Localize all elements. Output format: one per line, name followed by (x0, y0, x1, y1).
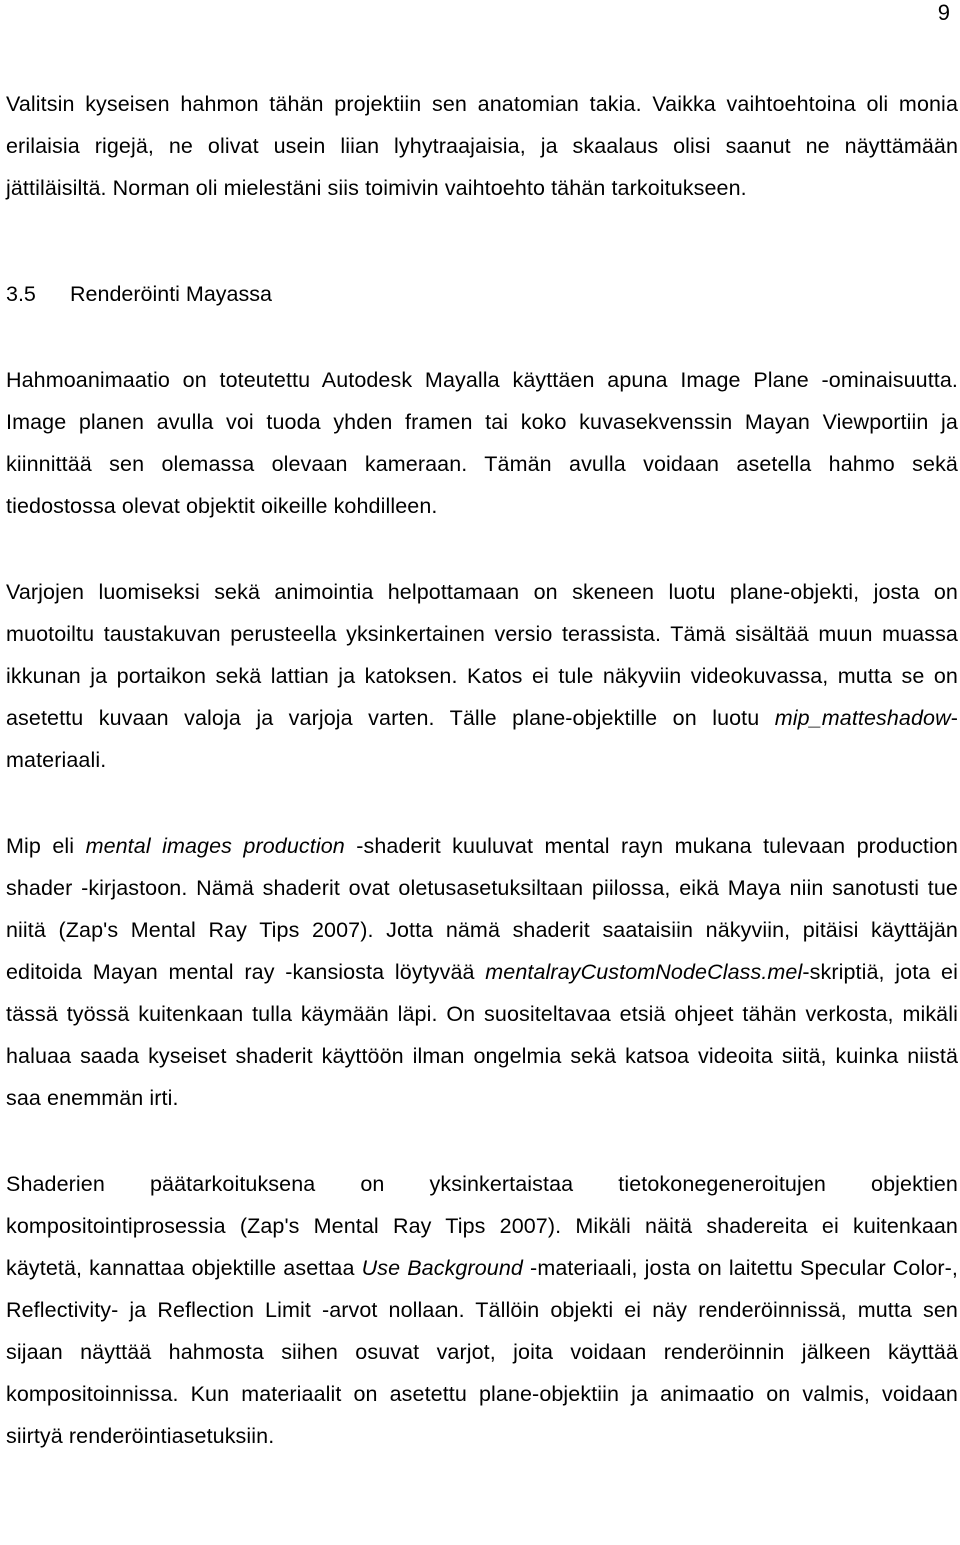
section-title: Renderöinti Mayassa (70, 282, 272, 306)
paragraph-image-plane: Hahmoanimaatio on toteutettu Autodesk Mayalla käyttäen apuna Image Plane -ominaisuutta. Image planen avulla voi tuoda yhden framen tai koko kuvasekvenssin Mayan Viewportiin ja kiinnittää sen olemassa olevaan kameraan. Tämän avulla voidaan asetella hahmo sekä tiedostossa olevat objektit oikeille kohdilleen. (6, 368, 958, 518)
text-run: -shaderit kuuluvat mental rayn mukana tulevaan production shader -kirjastoon. Nämä shaderit ovat oletusasetuksiltaan piilossa, eikä Maya niin sanotusti tue niitä (Zap's Mental Ray Tips 2007). Jotta nämä shaderit saataisiin näkyviin, pitäisi käyttäjän editoida Mayan mental ray -kansiosta löytyvää (6, 834, 958, 984)
paragraph-plane-object (6, 571, 958, 781)
italic-term: mentalrayCustomNodeClass.mel (485, 960, 803, 984)
text-run: Mip eli (6, 834, 86, 858)
paragraph-character-choice: Valitsin kyseisen hahmon tähän projektiin sen anatomian takia. Vaikka vaihtoehtoina oli monia erilaisia rigejä, ne olivat usein liian lyhytraajaisia, ja skaalaus olisi saanut ne näyttämään jättiläisiltä. Norman oli mielestäni siis toimivin vaihtoehto tähän tarkoitukseen. (6, 92, 958, 200)
text-run: Shaderien päätarkoituksena on yksinkertaistaa tietokonegeneroitujen objektien kompositointiprosessia (Zap's Mental Ray Tips 2007). Mikäli näitä shadereita ei kuitenkaan käytetä, kannattaa objektille asettaa (6, 1172, 958, 1280)
spacer (6, 209, 958, 273)
spacer (6, 315, 958, 359)
spacer (6, 781, 958, 825)
italic-term: Use Background (361, 1256, 523, 1280)
text-run: -materiaali. (6, 706, 958, 772)
section-heading (6, 273, 958, 315)
paragraph-shader-purpose (6, 1163, 958, 1457)
text-run: Varjojen luomiseksi sekä animointia helpottamaan on skeneen luotu plane-objekti, josta on muotoiltu taustakuvan perusteella yksinkertainen versio terassista. Tämä sisältää muun muassa ikkunan ja portaikon sekä lattian ja katoksen. Katos ei tule näkyviin videokuvassa, mutta se on asetettu kuvaan valoja ja varjoja varten. Tälle plane-objektille on luotu (6, 580, 958, 730)
section-number: 3.5 (6, 282, 36, 306)
italic-term: mental images production (85, 834, 345, 858)
document-body (6, 83, 958, 1457)
page-number: 9 (937, 0, 950, 25)
italic-term: mip_matteshadow (774, 706, 951, 730)
text-run: -materiaali, josta on laitettu Specular Color-, Reflectivity- ja Reflection Limit -arvot nollaan. Tällöin objekti ei näy renderöinnissä, mutta sen sijaan näyttää hahmosta siihen osuvat varjot, joita voidaan renderöinnin jälkeen käyttää kompositoinnissa. Kun materiaalit on asetettu plane-objektiin ja animaatio on valmis, voidaan siirtyä renderöintiasetuksiin. (6, 1256, 958, 1448)
text-run: -skriptiä, jota ei tässä työssä kuitenkaan tulla käymään läpi. On suositeltavaa etsiä ohjeet tähän verkosta, mikäli haluaa saada kyseiset shaderit käyttöön ilman ongelmia sekä katsoa videoita siitä, kuinka niistä saa enemmän irti. (6, 960, 958, 1110)
paragraph-mip-shaders (6, 825, 958, 1119)
spacer (6, 527, 958, 571)
spacer (6, 1119, 958, 1163)
